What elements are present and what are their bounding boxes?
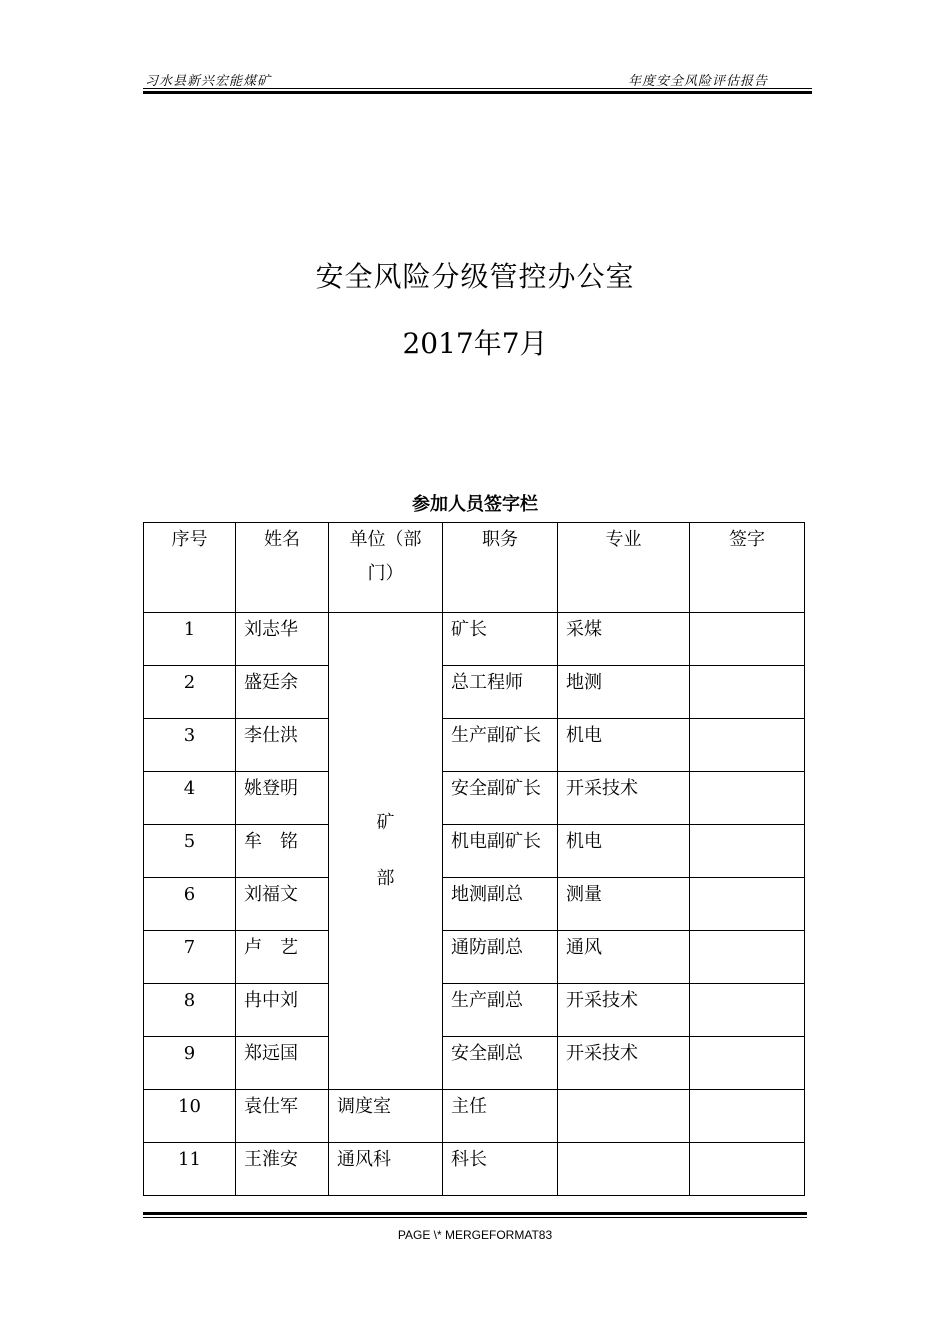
- cell-unit: 调度室: [329, 1090, 443, 1143]
- cell-no: 5: [144, 825, 236, 878]
- cell-name: 刘福文: [236, 878, 329, 931]
- table-title: 参加人员签字栏: [412, 494, 538, 515]
- cell-no: 2: [144, 666, 236, 719]
- header-company: 习水县新兴宏能煤矿: [145, 74, 272, 89]
- table-row: [144, 666, 805, 719]
- cell-name: 刘志华: [236, 613, 329, 666]
- cell-major: 测量: [558, 878, 690, 931]
- table-row: [144, 878, 805, 931]
- merged-unit-line2: 部: [376, 868, 395, 889]
- cell-major: 通风: [558, 931, 690, 984]
- office-name: 安全风险分级管控办公室: [315, 260, 635, 293]
- table-row: [144, 719, 805, 772]
- footer-rule-thin: [143, 1217, 807, 1218]
- footer-rule-thick: [143, 1212, 807, 1215]
- cell-title: 生产副矿长: [443, 719, 558, 772]
- cell-sign: [690, 878, 805, 931]
- table-row: [144, 984, 805, 1037]
- cell-name: 盛廷余: [236, 666, 329, 719]
- cell-major: 机电: [558, 825, 690, 878]
- cell-name: 卢 艺: [236, 931, 329, 984]
- cell-sign: [690, 719, 805, 772]
- cell-no: 9: [144, 1037, 236, 1090]
- table-row: [144, 931, 805, 984]
- cell-name: 李仕洪: [236, 719, 329, 772]
- cell-sign: [690, 825, 805, 878]
- cell-name: 郑远国: [236, 1037, 329, 1090]
- cell-title: 地测副总: [443, 878, 558, 931]
- table-header-row: [144, 523, 805, 613]
- column-header-no: 序号: [144, 523, 236, 613]
- column-header-unit: 单位（部门）: [329, 523, 443, 613]
- cell-no: 8: [144, 984, 236, 1037]
- signature-table: [143, 522, 805, 1196]
- cell-name: 王淮安: [236, 1143, 329, 1196]
- cell-title: 总工程师: [443, 666, 558, 719]
- cell-sign: [690, 772, 805, 825]
- table-row: [144, 1143, 805, 1196]
- cell-no: 11: [144, 1143, 236, 1196]
- table-row: [144, 1090, 805, 1143]
- header-rule-thick: [143, 91, 812, 94]
- cell-title: 主任: [443, 1090, 558, 1143]
- page-header: [143, 68, 812, 90]
- cell-unit-merged: [329, 613, 443, 1090]
- cell-sign: [690, 984, 805, 1037]
- cell-name: 姚登明: [236, 772, 329, 825]
- cell-title: 安全副总: [443, 1037, 558, 1090]
- merged-unit-line1: 矿: [376, 812, 395, 833]
- cell-title: 通防副总: [443, 931, 558, 984]
- cell-sign: [690, 666, 805, 719]
- column-header-name: 姓名: [236, 523, 329, 613]
- cell-no: 4: [144, 772, 236, 825]
- cell-major: 开采技术: [558, 1037, 690, 1090]
- cell-title: 矿长: [443, 613, 558, 666]
- document-date: 2017年7月: [402, 327, 548, 360]
- cell-title: 生产副总: [443, 984, 558, 1037]
- header-rule-thin: [143, 88, 812, 89]
- cell-title: 科长: [443, 1143, 558, 1196]
- cell-major: 开采技术: [558, 772, 690, 825]
- cell-sign: [690, 931, 805, 984]
- cell-name: 袁仕军: [236, 1090, 329, 1143]
- page-footer: PAGE \* MERGEFORMAT83: [397, 1228, 553, 1242]
- cell-name: 冉中刘: [236, 984, 329, 1037]
- column-header-sign: 签字: [690, 523, 805, 613]
- cell-sign: [690, 1037, 805, 1090]
- cell-unit: 通风科: [329, 1143, 443, 1196]
- table-row: [144, 825, 805, 878]
- cell-name: 牟 铭: [236, 825, 329, 878]
- cell-no: 1: [144, 613, 236, 666]
- cell-no: 3: [144, 719, 236, 772]
- cell-title: 安全副矿长: [443, 772, 558, 825]
- cell-major: [558, 1090, 690, 1143]
- cell-major: [558, 1143, 690, 1196]
- cell-sign: [690, 613, 805, 666]
- column-header-title: 职务: [443, 523, 558, 613]
- table-row: [144, 613, 805, 666]
- cell-no: 7: [144, 931, 236, 984]
- cell-sign: [690, 1090, 805, 1143]
- cell-major: 采煤: [558, 613, 690, 666]
- column-header-major: 专业: [558, 523, 690, 613]
- cell-title: 机电副矿长: [443, 825, 558, 878]
- header-report-title: 年度安全风险评估报告: [627, 74, 768, 89]
- table-row: [144, 772, 805, 825]
- table-row: [144, 1037, 805, 1090]
- cell-major: 地测: [558, 666, 690, 719]
- cell-major: 开采技术: [558, 984, 690, 1037]
- cell-no: 6: [144, 878, 236, 931]
- cell-major: 机电: [558, 719, 690, 772]
- cell-no: 10: [144, 1090, 236, 1143]
- cell-sign: [690, 1143, 805, 1196]
